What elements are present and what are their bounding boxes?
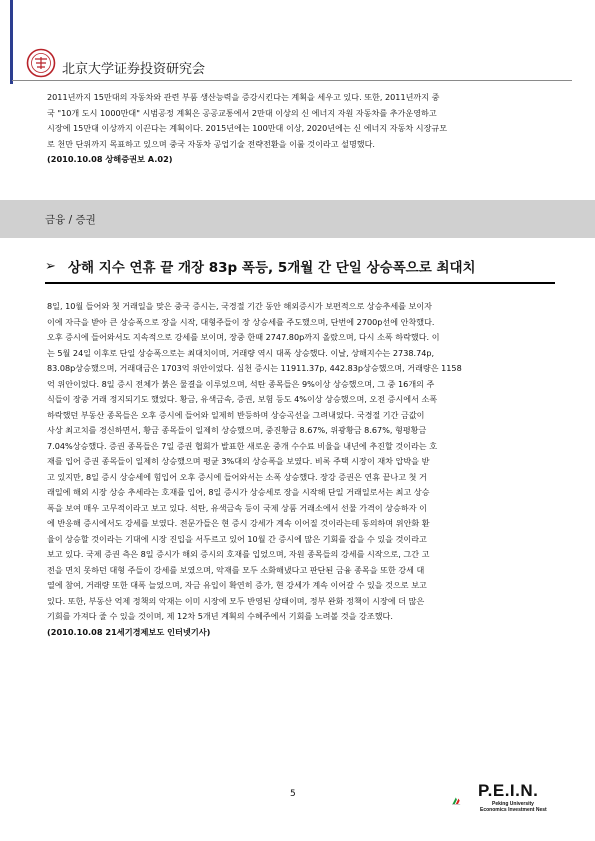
body-line: 기회를 가져다 줄 수 있을 것이며, 제 12차 5개년 계획의 수혜주에서 기회를 노려볼 것을 강조했다.: [47, 611, 393, 621]
body-line: 7.04%상승했다. 증권 종목들은 7일 증권 협회가 발표한 새로운 중개 수수료 비율을 내년에 추진할 것이라는 호: [47, 440, 438, 451]
body-line: 율이 상승할 것이라는 기대에 시장 진입을 서두르고 있어 10월 간 증시에 많은 기회를 잡을 수 있을 것이라고: [47, 533, 427, 544]
body-line: 고 있지만, 8일 증시 상승세에 힘입어 오후 증시에 들어와서는 소폭 상승했다. 장강 증권은 연휴 끝나고 첫 거: [47, 471, 427, 482]
body-line: 폭을 보여 매우 고무적이라고 보고 있다. 석탄, 유색금속 등이 국제 상품 거래소에서 선물 가격이 상승하자 이: [47, 502, 427, 513]
body-line: 이에 자극을 받아 큰 상승폭으로 장을 시작, 대형주들이 장 상승세를 주도했으며, 단번에 2700p선에 안착했다.: [47, 316, 435, 327]
logo-sub-text-1: Peking University: [492, 801, 534, 807]
body-line: 83.08p상승했으며, 거래대금은 1703억 위안이었다. 심천 증시는 11911.37p, 442.83p상승했으며, 거래량은 1158: [47, 363, 462, 373]
headline-divider: [45, 282, 555, 284]
organization-name: 北京大学证券投资研究会: [62, 62, 206, 77]
article-title: 상해 지수 연휴 끝 개장 83p 폭등, 5개월 간 단일 상승폭으로 최대치: [67, 260, 476, 276]
body-line: 재를 입어 증권 종목들이 일제히 상승했으며 평균 3%대의 상승폭을 보였다. 비록 주택 시장이 재차 압박을 받: [47, 456, 430, 466]
body-line: 오후 증시에 들어와서도 지속적으로 강세를 보이며, 장중 한때 2747.80p까지 올랐으며, 다시 소폭 하락했다. 이: [47, 332, 440, 342]
university-seal-icon: [26, 48, 56, 78]
body-line: 식들이 장중 거래 정지되기도 했었다. 황금, 유색금속, 증권, 보험 등도 4%이상 상승했으며, 오전 증시에서 소폭: [47, 394, 438, 404]
body-line: 8일, 10월 들어와 첫 거래일을 맞은 중국 증시는, 국경절 기간 동안 해외증시가 보편적으로 상승추세를 보이자: [47, 301, 432, 311]
body-line: 열에 참여, 거래량 또한 대폭 늘었으며, 자금 유입이 확연히 증가, 현 강세가 계속 이어갈 수 있을 것으로 보고: [47, 580, 427, 590]
body-line: 사상 최고치를 경신하면서, 황금 종목들이 일제히 상승했으며, 중진황금 8.67%, 위광황금 8.67%, 형평황금: [47, 425, 427, 435]
logo-main-text: P.E.I.N.: [478, 781, 539, 800]
intro-paragraph: [47, 90, 555, 168]
body-line: 전을 면치 못하던 대형 주들이 강세를 보였으며, 악재를 모두 소화해냈다고 판단된 금융 종목을 또한 강세 대: [47, 564, 425, 575]
intro-line: 로 천만 단위까지 목표하고 있으며 중국 자동차 공업기술 전략전환을 이룰 것이라고 설명했다.: [47, 138, 375, 149]
page-header: [26, 30, 205, 78]
intro-line: 2011년까지 15만대의 자동차와 관련 부품 생산능력을 증강시킨다는 계획을 세우고 있다. 또한, 2011년까지 중: [47, 92, 440, 102]
article-headline: [45, 256, 476, 276]
body-line: 는 5월 24일 이후로 단일 상승폭으로는 최대치이며, 거래량 역시 대폭 상승했다. 이날, 상해지수는 2738.74p,: [47, 347, 435, 358]
article-source: (2010.10.08 21세기경제보도 인터넷기사): [47, 626, 211, 637]
body-line: 에 반응해 증시에서도 강세를 보였다. 전문가들은 현 증시 강세가 계속 이어질 것이라는데 동의하며 위안화 환: [47, 518, 430, 528]
body-line: 억 위안이었다. 8일 증시 전체가 붉은 물결을 이루었으며, 석탄 종목들은 9%이상 상승했으며, 그 중 16개의 주: [47, 378, 435, 389]
body-line: 래일에 해외 시장 상승 추세라는 호재를 입어, 8일 증시가 상승세로 장을 시작해 단일 거래일로서는 최고 상승: [47, 487, 430, 497]
page-number: 5: [290, 789, 296, 799]
intro-source: (2010.10.08 상해증권보 A.02): [47, 154, 173, 164]
intro-line: 시장에 15만대 이상까지 이끈다는 계획이다. 2015년에는 100만대 이상, 2020년에는 신 에너지 자동차 시장규모: [47, 123, 448, 133]
body-line: 하락했던 부동산 종목들은 오후 증시에 들어와 일제히 반등하며 상승곡선을 그려내었다. 국경절 기간 금값이: [47, 409, 425, 420]
header-divider: [12, 80, 572, 81]
pein-logo-text: [478, 781, 547, 813]
accent-side-bar: [10, 0, 13, 84]
logo-sub-text-2: Economics Investment Nest: [480, 807, 547, 813]
article-body: [47, 299, 555, 640]
section-label: 금융 / 증권: [45, 214, 96, 226]
body-line: 있다. 또한, 부동산 억제 정책의 악재는 이미 시장에 모두 반영된 상태이며, 정부 완화 정책이 시장에 더 많은: [47, 595, 425, 606]
section-band: [0, 200, 595, 238]
bullet-arrow-icon: ➢: [45, 258, 56, 274]
intro-line: 국 "10개 도시 1000만대" 시범공정 계획은 공공교통에서 2만대 이상의 신 에너지 자원 자동차를 추가운영하고: [47, 107, 437, 118]
body-line: 보고 있다. 국제 증권 측은 8일 증시가 해외 증시의 호재를 입었으며, 자원 종목들의 강세를 시작으로, 그간 고: [47, 549, 430, 559]
